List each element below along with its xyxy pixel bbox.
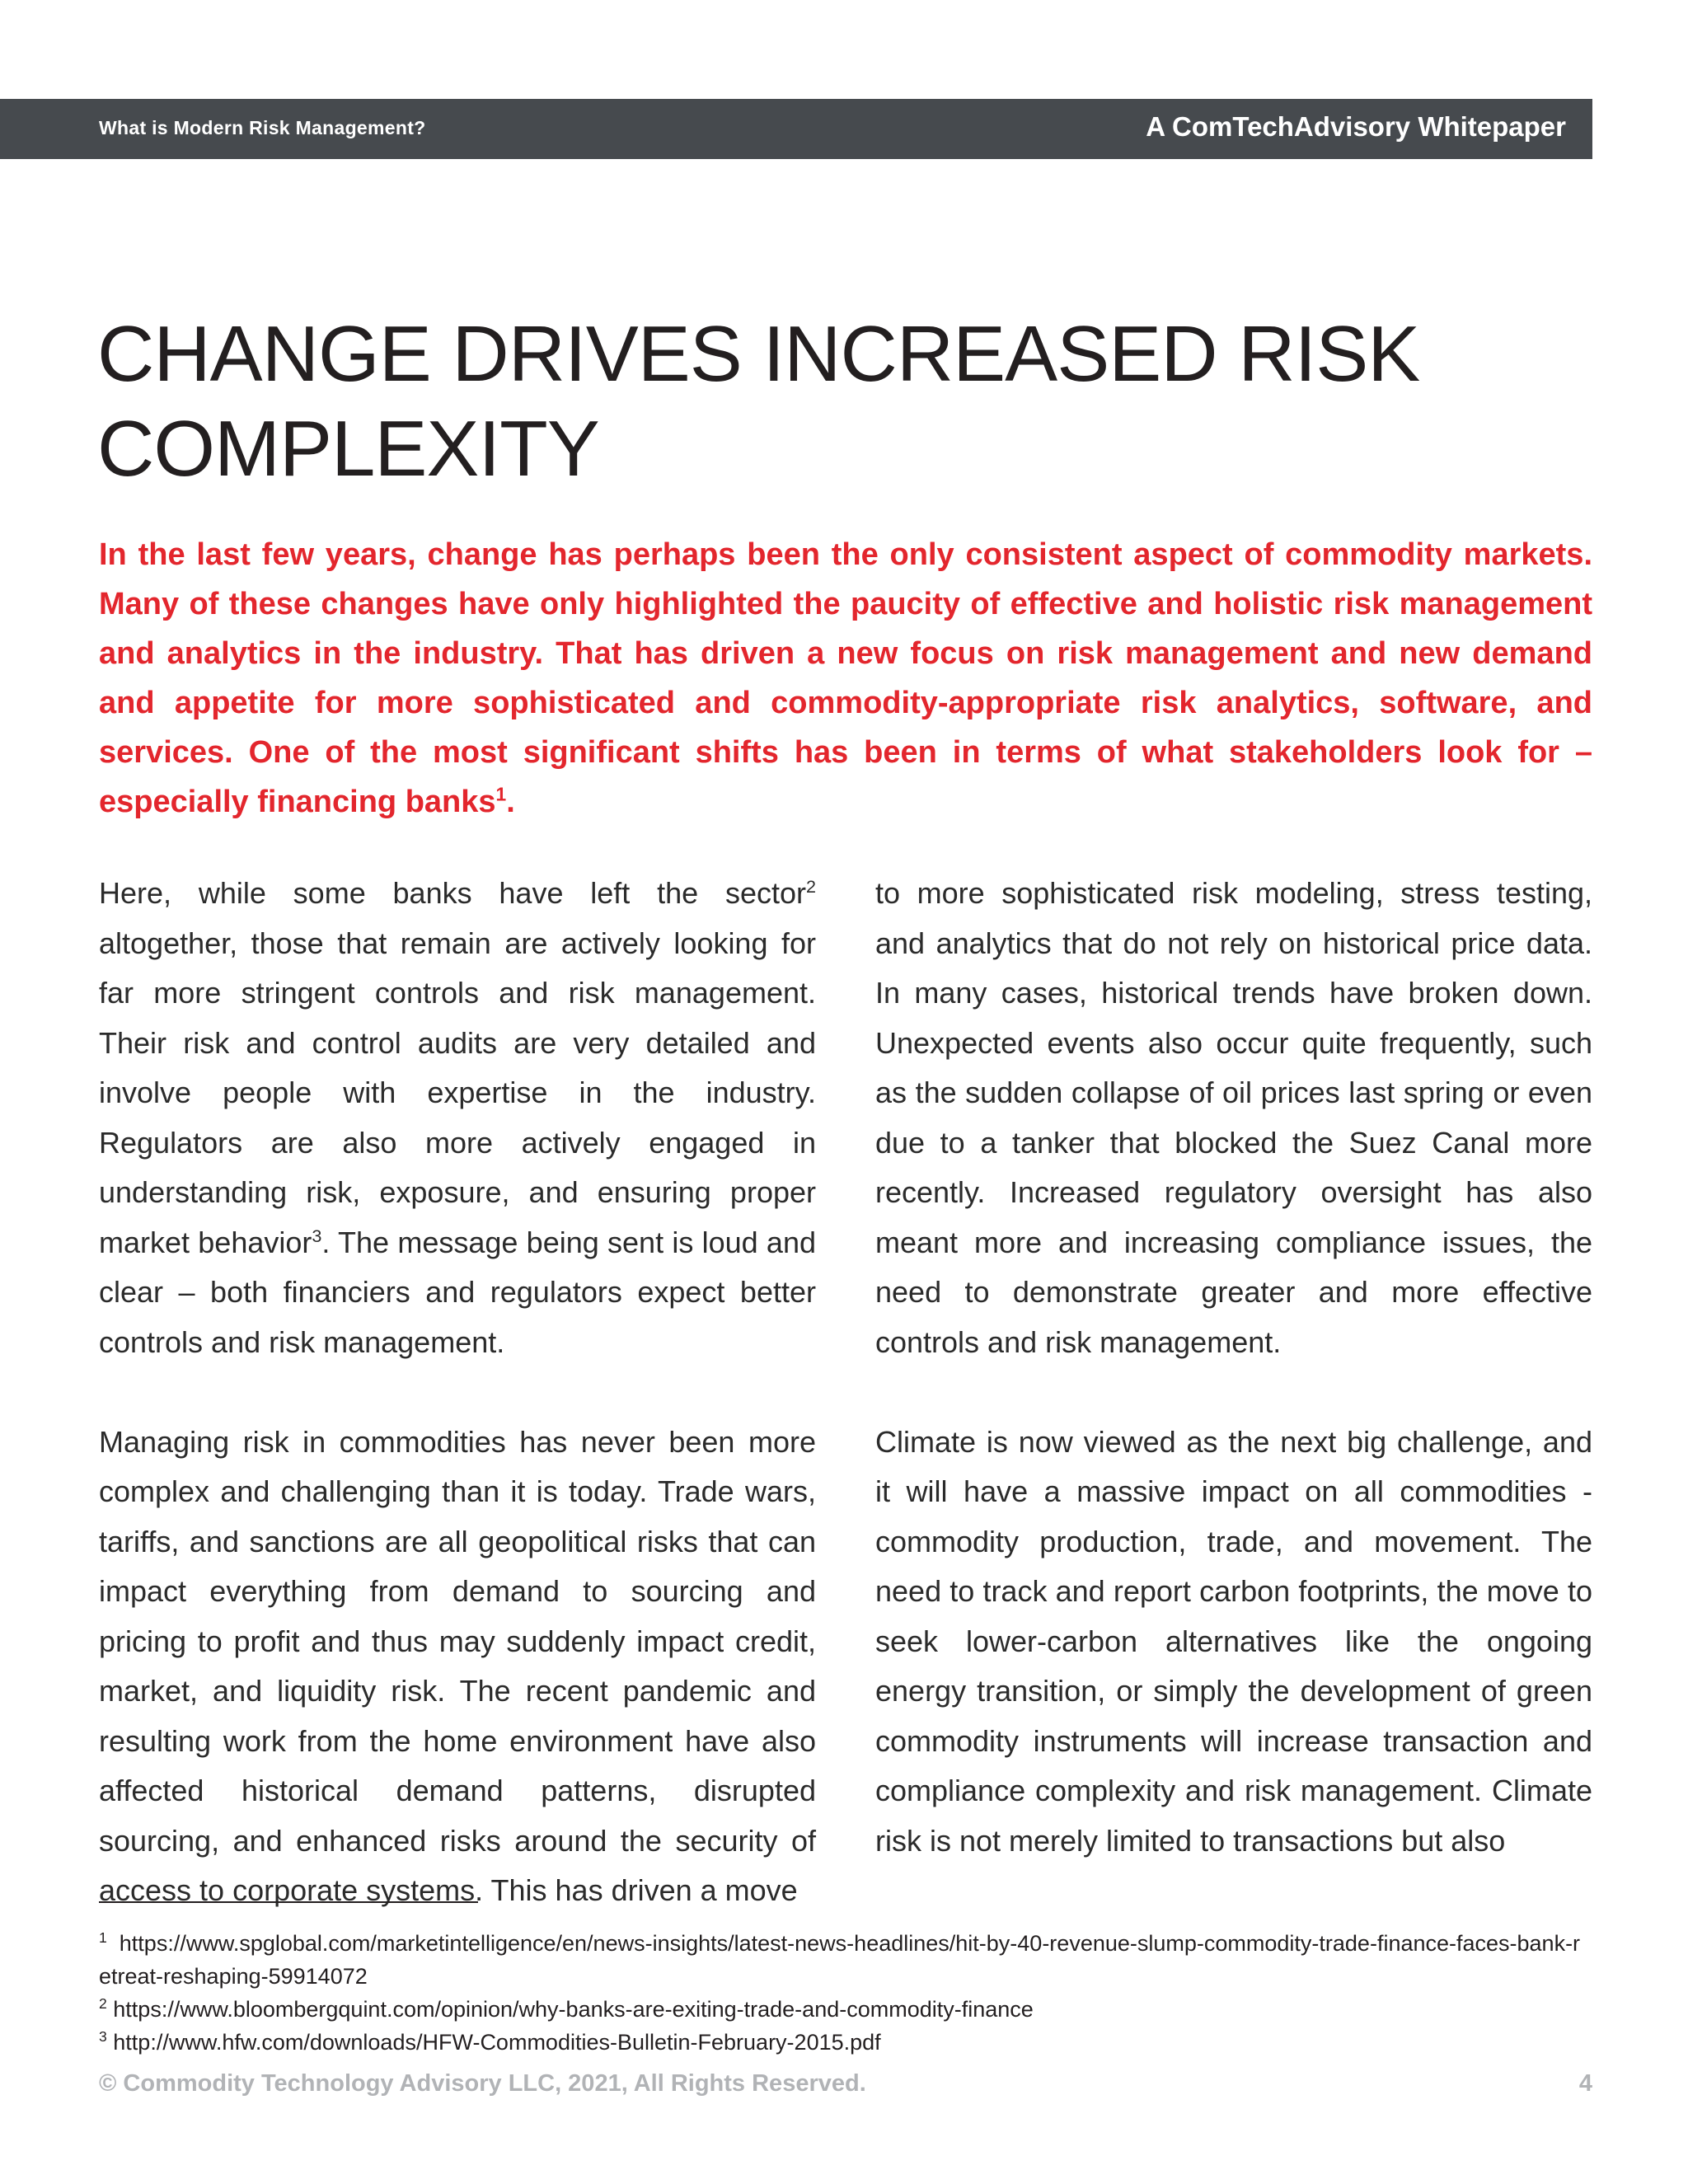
intro-paragraph — [99, 530, 1592, 827]
footer-copyright: © Commodity Technology Advisory LLC, 2021, All Rights Reserved. — [99, 2070, 866, 2097]
intro-text: In the last few years, change has perhaps been the only consistent aspect of commodity markets. Many of these changes have only highlighted the paucity of effective and holistic risk management and analytics in the industry. That has driven a new focus on risk management and new demand and appetite for more sophisticated and commodity-appropriate risk analytics, software, and services. One of the most significant shifts has been in terms of what stakeholders look for – especially financing banks — [99, 537, 1592, 819]
page-number: 4 — [1578, 2070, 1592, 2097]
body-paragraph: to more sophisticated risk modeling, stress testing, and analytics that do not rely on historical price data. In many cases, historical trends have broken down. Unexpected events also occur quite frequently, such as the sudden collapse of oil prices last spring or even due to a tanker that blocked the Suez Canal more recently. Increased regulatory oversight has also meant more and increasing compliance issues, the need to demonstrate greater and more effective controls and risk management. — [875, 876, 1592, 1359]
footnote-2 — [99, 1993, 1592, 2026]
body-column-left — [99, 869, 816, 1916]
body-text: altogether, those that remain are actively looking for far more stringent controls and risk management. Their risk and control audits are very detailed and involve people with expertise in the industry. Regulators are also more actively engaged in understanding risk, exposure, and ensuring proper market behavior — [99, 926, 816, 1259]
footnote-link[interactable]: http://www.hfw.com/downloads/HFW-Commodities-Bulletin-February-2015.pdf — [113, 2030, 881, 2055]
body-text: Here, while some banks have left the sector — [99, 876, 806, 910]
intro-end: . — [506, 785, 515, 819]
footnote-number: 3 — [99, 2028, 107, 2045]
footnote-ref-3: 3 — [312, 1225, 322, 1246]
footnotes — [99, 1927, 1592, 2059]
body-paragraph — [99, 869, 816, 1367]
page-title: CHANGE DRIVES INCREASED RISK COMPLEXITY — [97, 310, 1420, 493]
body-paragraph: Managing risk in commodities has never been more complex and challenging than it is today. Trade wars, tariffs, and sanctions are all geopolitical risks that can impact everything from demand to sourcing and pricing to profit and thus may suddenly impact credit, market, and liquidity risk. The recent pandemic and resulting work from the home environment have also affected historical demand patterns, disrupted sourcing, and enhanced risks around the security of access to corporate systems. This has driven a move — [99, 1424, 816, 1907]
footnote-link[interactable]: https://www.spglobal.com/marketintelligence/en/news-insights/latest-news-headlines/hit-by-40-revenue-slump-commodity-trade-finance-faces-bank-retreat-reshaping-59914072 — [99, 1931, 1581, 1989]
body-text: . The message being sent is loud and clear – both financiers and regulators expect better controls and risk management. — [99, 1225, 816, 1359]
footnote-number: 1 — [99, 1929, 107, 1946]
body-column-right — [875, 869, 1592, 1866]
header-section-title: What is Modern Risk Management? — [99, 117, 426, 138]
footnote-ref-2: 2 — [805, 876, 816, 897]
footnote-1 — [99, 1927, 1592, 1993]
header-bar — [0, 99, 1592, 159]
header-publication: A ComTechAdvisory Whitepaper — [1146, 111, 1566, 142]
footnote-number: 2 — [99, 1995, 107, 2012]
footnote-ref-1: 1 — [495, 783, 507, 805]
footnote-3 — [99, 2026, 1592, 2059]
footnote-link[interactable]: https://www.bloombergquint.com/opinion/why-banks-are-exiting-trade-and-commodity-finance — [113, 1997, 1034, 2022]
body-paragraph: Climate is now viewed as the next big challenge, and it will have a massive impact on all commodities - commodity production, trade, and movement. The need to track and report carbon footprints, the move to seek lower-carbon alternatives like the ongoing energy transition, or simply the development of green commodity instruments will increase transaction and compliance complexity and risk management. Climate risk is not merely limited to transactions but also — [875, 1424, 1592, 1858]
footnote-divider — [99, 1901, 478, 1903]
